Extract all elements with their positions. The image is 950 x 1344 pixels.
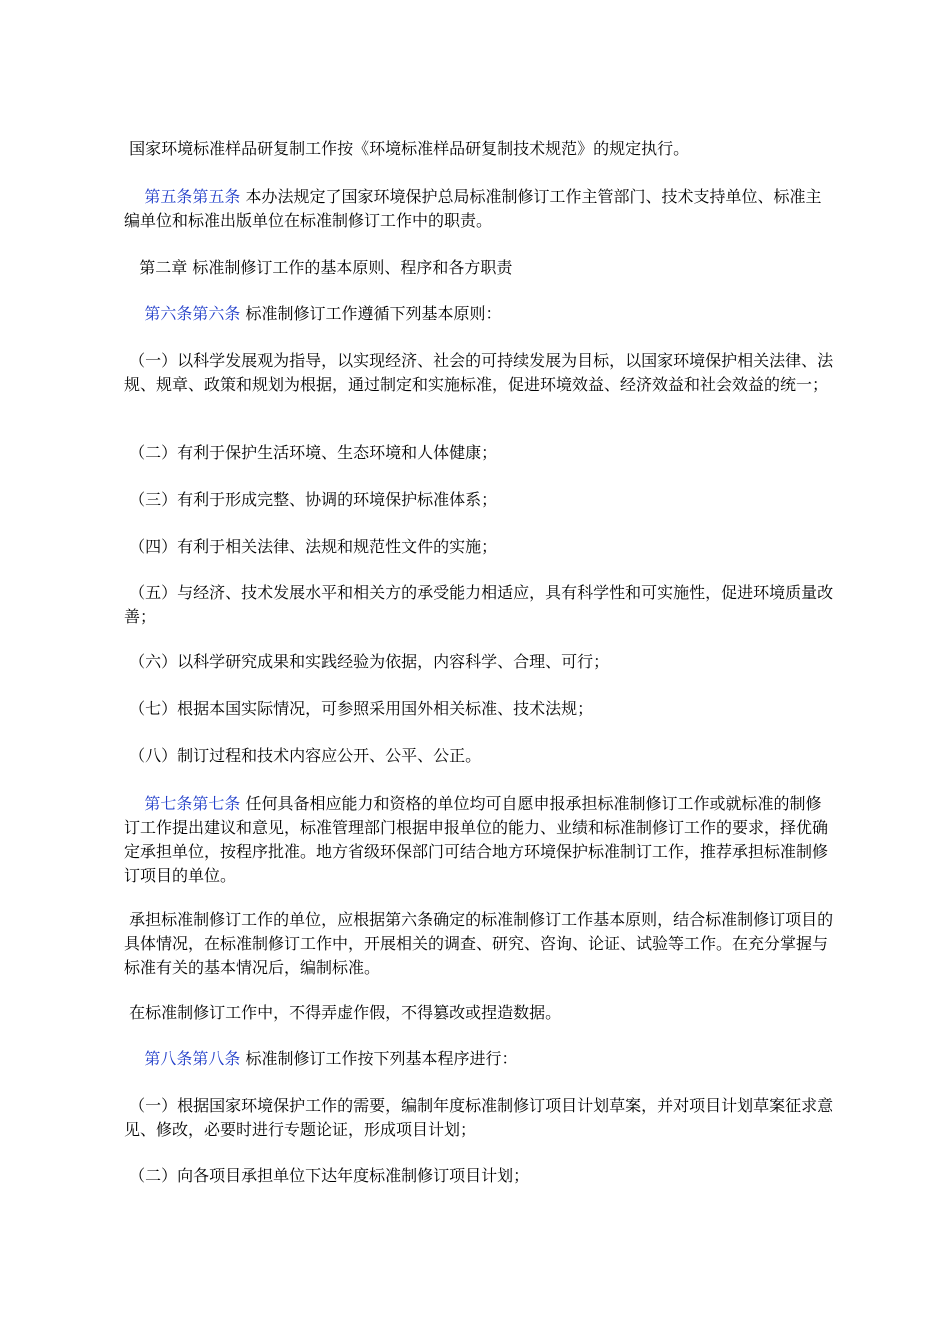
paragraph-text: 任何具备相应能力和资格的单位均可自愿申报承担标准制修订工作或就标准的制修订工作提出建议和意见，标准管理部门根据申报单位的能力、业绩和标准制修订工作的要求，择优确定承担单位，按程序批准。地方省级环保部门可结合地方环境保护标准制订工作，推荐承担标准制修订项目的单位。 bbox=[124, 794, 829, 885]
article-5 bbox=[124, 185, 834, 233]
article-8 bbox=[124, 1047, 834, 1071]
paragraph-text: 承担标准制修订工作的单位，应根据第六条确定的标准制修订工作基本原则，结合标准制修订项目的具体情况，在标准制修订工作中，开展相关的调查、研究、咨询、论证、试验等工作。在充分掌握与标准有关的基本情况后，编制标准。 bbox=[124, 910, 834, 977]
article-6 bbox=[124, 302, 834, 326]
article-8-label: 第八条第八条 bbox=[144, 1049, 241, 1068]
paragraph-text: （五）与经济、技术发展水平和相关方的承受能力相适应，具有科学性和可实施性，促进环境质量改善； bbox=[124, 583, 834, 626]
paragraph-text: 标准制修订工作按下列基本程序进行： bbox=[240, 1049, 518, 1068]
principle-8 bbox=[124, 744, 834, 768]
article-7-para-3 bbox=[124, 1001, 834, 1025]
paragraph-text: （八）制订过程和技术内容应公开、公平、公正。 bbox=[129, 746, 482, 765]
paragraph-text: 标准制修订工作遵循下列基本原则： bbox=[240, 304, 502, 323]
principle-2 bbox=[124, 441, 834, 465]
paragraph-text: （三）有利于形成完整、协调的环境保护标准体系； bbox=[129, 490, 498, 509]
paragraph-text: （四）有利于相关法律、法规和规范性文件的实施； bbox=[129, 537, 498, 556]
paragraph-text: （二）向各项目承担单位下达年度标准制修订项目计划； bbox=[129, 1166, 530, 1185]
procedure-2 bbox=[124, 1164, 834, 1188]
indent bbox=[124, 304, 144, 323]
principle-4 bbox=[124, 535, 834, 559]
chapter-title: 第二章 标准制修订工作的基本原则、程序和各方职责 bbox=[139, 258, 513, 277]
procedure-1 bbox=[124, 1094, 834, 1142]
article-6-label: 第六条第六条 bbox=[144, 304, 241, 323]
chapter-2-heading bbox=[124, 256, 834, 280]
paragraph-text: （二）有利于保护生活环境、生态环境和人体健康； bbox=[129, 443, 498, 462]
paragraph-text: （七）根据本国实际情况，可参照采用国外相关标准、技术法规； bbox=[129, 699, 594, 718]
principle-3 bbox=[124, 488, 834, 512]
article-5-label: 第五条第五条 bbox=[144, 187, 241, 206]
principle-5 bbox=[124, 581, 834, 629]
principle-1 bbox=[124, 349, 834, 397]
indent bbox=[124, 1049, 144, 1068]
paragraph-text: （一）以科学发展观为指导，以实现经济、社会的可持续发展为目标，以国家环境保护相关法律、法规、规章、政策和规划为根据，通过制定和实施标准，促进环境效益、经济效益和社会效益的统一； bbox=[124, 351, 834, 394]
paragraph-text: 在标准制修订工作中，不得弄虚作假，不得篡改或捏造数据。 bbox=[129, 1003, 562, 1022]
article-7-label: 第七条第七条 bbox=[144, 794, 241, 813]
principle-7 bbox=[124, 697, 834, 721]
indent bbox=[124, 187, 144, 206]
indent bbox=[124, 794, 144, 813]
paragraph-text: （六）以科学研究成果和实践经验为依据，内容科学、合理、可行； bbox=[129, 652, 610, 671]
article-7 bbox=[124, 792, 834, 888]
paragraph-text: 国家环境标准样品研复制工作按《环境标准样品研复制技术规范》的规定执行。 bbox=[129, 139, 690, 158]
paragraph-sample-standard bbox=[124, 137, 834, 161]
article-7-para-2 bbox=[124, 908, 834, 980]
principle-6 bbox=[124, 650, 834, 674]
paragraph-text: （一）根据国家环境保护工作的需要，编制年度标准制修订项目计划草案，并对项目计划草案征求意见、修改，必要时进行专题论证，形成项目计划； bbox=[124, 1096, 834, 1139]
indent bbox=[124, 258, 139, 277]
paragraph-text: 本办法规定了国家环境保护总局标准制修订工作主管部门、技术支持单位、标准主编单位和标准出版单位在标准制修订工作中的职责。 bbox=[124, 187, 822, 230]
